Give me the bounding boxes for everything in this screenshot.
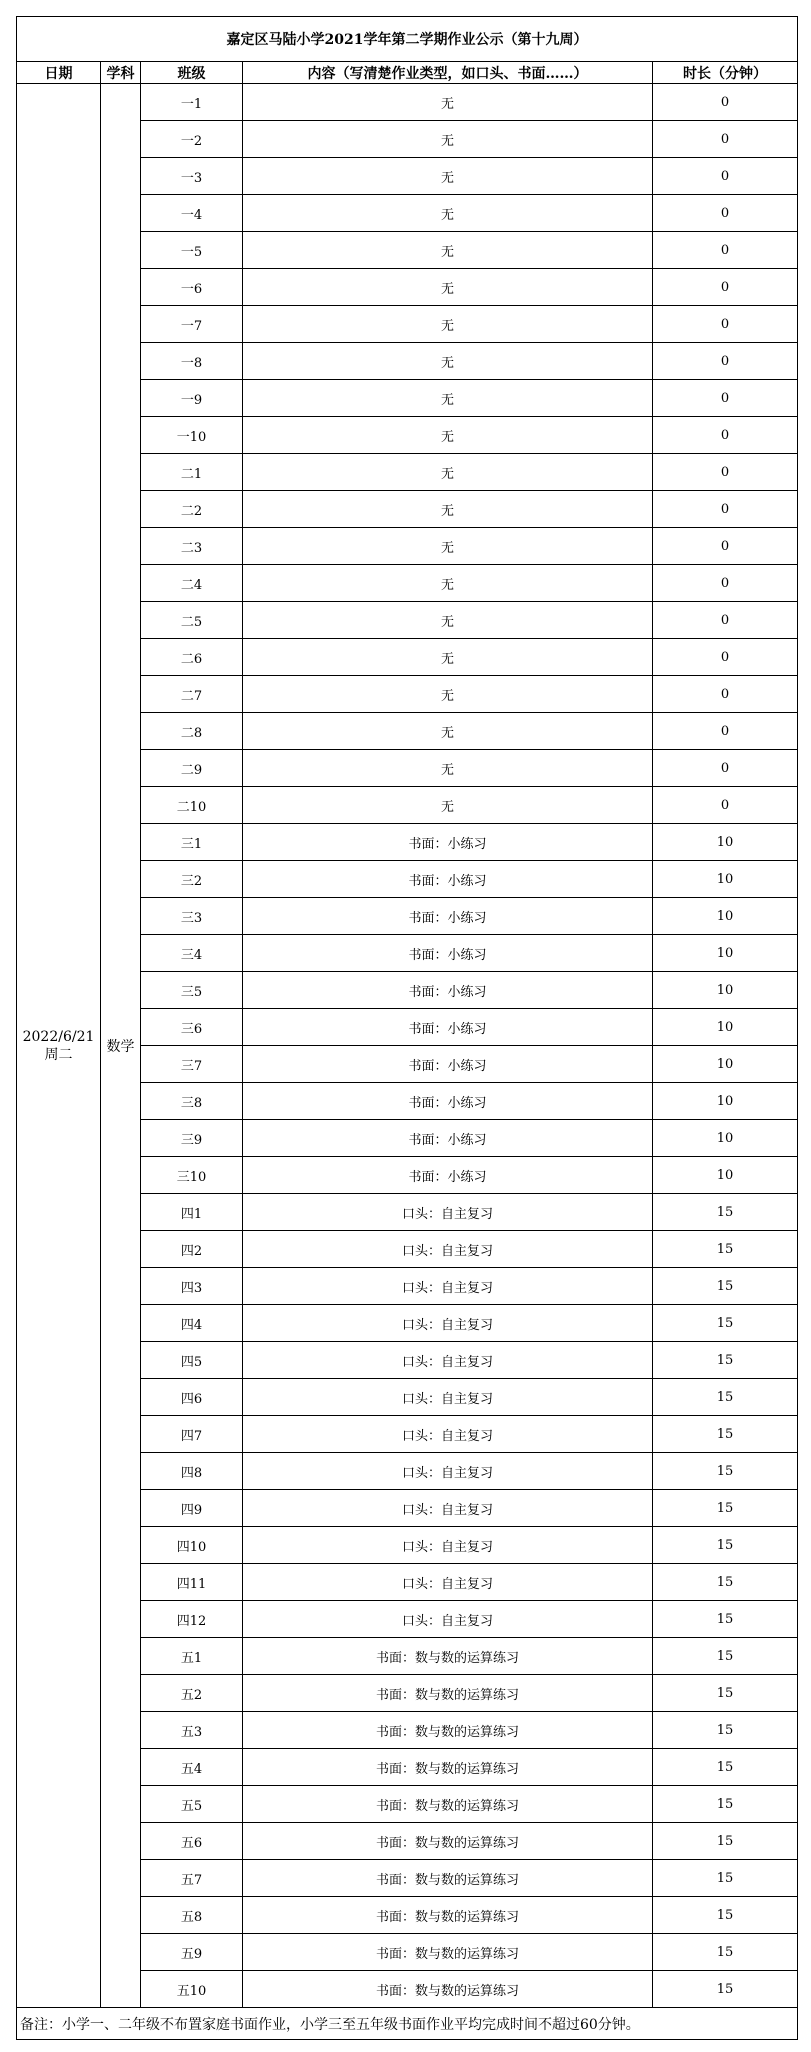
class-cell: 二1	[141, 454, 243, 491]
duration-cell: 10	[653, 824, 798, 861]
class-cell: 二9	[141, 750, 243, 787]
duration-cell: 15	[653, 1638, 798, 1675]
class-cell: 四8	[141, 1453, 243, 1490]
content-cell: 书面：小练习	[243, 1120, 653, 1157]
class-cell: 四7	[141, 1416, 243, 1453]
content-cell: 无	[243, 676, 653, 713]
content-cell: 无	[243, 232, 653, 269]
content-cell: 书面：小练习	[243, 935, 653, 972]
title-row	[17, 17, 798, 62]
class-cell: 二4	[141, 565, 243, 602]
class-cell: 五6	[141, 1823, 243, 1860]
class-cell: 一1	[141, 84, 243, 121]
class-cell: 五4	[141, 1749, 243, 1786]
duration-cell: 0	[653, 454, 798, 491]
class-cell: 四2	[141, 1231, 243, 1268]
content-cell: 无	[243, 787, 653, 824]
class-cell: 四10	[141, 1527, 243, 1564]
content-cell: 口头：自主复习	[243, 1453, 653, 1490]
content-cell: 口头：自主复习	[243, 1490, 653, 1527]
content-cell: 口头：自主复习	[243, 1527, 653, 1564]
class-cell: 五3	[141, 1712, 243, 1749]
content-cell: 书面：数与数的运算练习	[243, 1638, 653, 1675]
class-cell: 一2	[141, 121, 243, 158]
content-cell: 书面：数与数的运算练习	[243, 1786, 653, 1823]
duration-cell: 10	[653, 1046, 798, 1083]
content-cell: 书面：小练习	[243, 1009, 653, 1046]
class-cell: 一10	[141, 417, 243, 454]
content-cell: 无	[243, 343, 653, 380]
class-cell: 二6	[141, 639, 243, 676]
duration-cell: 0	[653, 343, 798, 380]
header-duration: 时长（分钟）	[653, 62, 798, 84]
class-cell: 五5	[141, 1786, 243, 1823]
class-cell: 三5	[141, 972, 243, 1009]
content-cell: 口头：自主复习	[243, 1601, 653, 1638]
duration-cell: 15	[653, 1786, 798, 1823]
content-cell: 书面：数与数的运算练习	[243, 1675, 653, 1712]
class-cell: 一4	[141, 195, 243, 232]
duration-cell: 0	[653, 787, 798, 824]
header-content: 内容（写清楚作业类型，如口头、书面……）	[243, 62, 653, 84]
duration-cell: 15	[653, 1490, 798, 1527]
content-cell: 口头：自主复习	[243, 1194, 653, 1231]
duration-cell: 15	[653, 1971, 798, 2008]
duration-cell: 0	[653, 232, 798, 269]
content-cell: 口头：自主复习	[243, 1379, 653, 1416]
class-cell: 三4	[141, 935, 243, 972]
class-cell: 一6	[141, 269, 243, 306]
content-cell: 无	[243, 565, 653, 602]
class-cell: 三6	[141, 1009, 243, 1046]
content-cell: 无	[243, 195, 653, 232]
content-cell: 无	[243, 602, 653, 639]
class-cell: 三7	[141, 1046, 243, 1083]
duration-cell: 10	[653, 861, 798, 898]
duration-cell: 0	[653, 639, 798, 676]
table-row	[17, 84, 798, 121]
class-cell: 二10	[141, 787, 243, 824]
duration-cell: 0	[653, 121, 798, 158]
class-cell: 四1	[141, 1194, 243, 1231]
duration-cell: 15	[653, 1453, 798, 1490]
content-cell: 书面：数与数的运算练习	[243, 1712, 653, 1749]
duration-cell: 15	[653, 1934, 798, 1971]
duration-cell: 15	[653, 1601, 798, 1638]
content-cell: 无	[243, 121, 653, 158]
class-cell: 二2	[141, 491, 243, 528]
class-cell: 五7	[141, 1860, 243, 1897]
duration-cell: 0	[653, 417, 798, 454]
duration-cell: 0	[653, 195, 798, 232]
content-cell: 口头：自主复习	[243, 1564, 653, 1601]
class-cell: 五10	[141, 1971, 243, 2008]
duration-cell: 15	[653, 1231, 798, 1268]
class-cell: 二8	[141, 713, 243, 750]
content-cell: 无	[243, 713, 653, 750]
class-cell: 五1	[141, 1638, 243, 1675]
class-cell: 五2	[141, 1675, 243, 1712]
date-cell	[17, 84, 101, 2008]
class-cell: 二3	[141, 528, 243, 565]
duration-cell: 10	[653, 1083, 798, 1120]
duration-cell: 15	[653, 1527, 798, 1564]
header-row	[17, 62, 798, 84]
duration-cell: 15	[653, 1379, 798, 1416]
duration-cell: 0	[653, 602, 798, 639]
class-cell: 一5	[141, 232, 243, 269]
class-cell: 二7	[141, 676, 243, 713]
class-cell: 四3	[141, 1268, 243, 1305]
duration-cell: 0	[653, 528, 798, 565]
content-cell: 口头：自主复习	[243, 1305, 653, 1342]
header-date: 日期	[17, 62, 101, 84]
class-cell: 一8	[141, 343, 243, 380]
duration-cell: 0	[653, 306, 798, 343]
class-cell: 三3	[141, 898, 243, 935]
content-cell: 无	[243, 454, 653, 491]
content-cell: 书面：数与数的运算练习	[243, 1860, 653, 1897]
duration-cell: 15	[653, 1342, 798, 1379]
content-cell: 口头：自主复习	[243, 1342, 653, 1379]
class-cell: 五8	[141, 1897, 243, 1934]
weekday-text: 周二	[44, 1046, 73, 1063]
content-cell: 书面：数与数的运算练习	[243, 1749, 653, 1786]
class-cell: 四12	[141, 1601, 243, 1638]
footnote: 备注：小学一、二年级不布置家庭书面作业，小学三至五年级书面作业平均完成时间不超过60分钟。	[17, 2008, 798, 2040]
header-subject: 学科	[101, 62, 141, 84]
content-cell: 无	[243, 491, 653, 528]
content-cell: 书面：数与数的运算练习	[243, 1823, 653, 1860]
duration-cell: 0	[653, 158, 798, 195]
content-cell: 无	[243, 158, 653, 195]
content-cell: 无	[243, 84, 653, 121]
subject-cell: 数学	[101, 84, 141, 2008]
content-cell: 无	[243, 417, 653, 454]
content-cell: 书面：数与数的运算练习	[243, 1897, 653, 1934]
class-cell: 三8	[141, 1083, 243, 1120]
content-cell: 书面：小练习	[243, 1157, 653, 1194]
content-cell: 无	[243, 528, 653, 565]
duration-cell: 15	[653, 1897, 798, 1934]
class-cell: 三2	[141, 861, 243, 898]
class-cell: 四5	[141, 1342, 243, 1379]
content-cell: 书面：小练习	[243, 861, 653, 898]
note-row	[17, 2008, 798, 2040]
duration-cell: 0	[653, 713, 798, 750]
homework-table	[16, 16, 798, 2040]
class-cell: 五9	[141, 1934, 243, 1971]
content-cell: 无	[243, 269, 653, 306]
duration-cell: 15	[653, 1416, 798, 1453]
table-title: 嘉定区马陆小学2021学年第二学期作业公示（第十九周）	[17, 17, 798, 62]
duration-cell: 10	[653, 1120, 798, 1157]
class-cell: 三10	[141, 1157, 243, 1194]
homework-table-sheet	[16, 16, 797, 2040]
content-cell: 口头：自主复习	[243, 1231, 653, 1268]
class-cell: 三1	[141, 824, 243, 861]
class-cell: 一7	[141, 306, 243, 343]
duration-cell: 10	[653, 972, 798, 1009]
duration-cell: 0	[653, 565, 798, 602]
duration-cell: 15	[653, 1860, 798, 1897]
duration-cell: 0	[653, 380, 798, 417]
class-cell: 四9	[141, 1490, 243, 1527]
content-cell: 书面：小练习	[243, 824, 653, 861]
content-cell: 书面：小练习	[243, 1083, 653, 1120]
content-cell: 书面：数与数的运算练习	[243, 1971, 653, 2008]
class-cell: 二5	[141, 602, 243, 639]
duration-cell: 15	[653, 1749, 798, 1786]
content-cell: 无	[243, 380, 653, 417]
content-cell: 书面：数与数的运算练习	[243, 1934, 653, 1971]
duration-cell: 10	[653, 898, 798, 935]
content-cell: 书面：小练习	[243, 972, 653, 1009]
content-cell: 口头：自主复习	[243, 1268, 653, 1305]
class-cell: 三9	[141, 1120, 243, 1157]
duration-cell: 15	[653, 1268, 798, 1305]
duration-cell: 10	[653, 1009, 798, 1046]
content-cell: 无	[243, 639, 653, 676]
content-cell: 无	[243, 306, 653, 343]
duration-cell: 10	[653, 1157, 798, 1194]
header-class: 班级	[141, 62, 243, 84]
duration-cell: 10	[653, 935, 798, 972]
duration-cell: 0	[653, 676, 798, 713]
duration-cell: 0	[653, 84, 798, 121]
date-text: 2022/6/21	[22, 1028, 95, 1045]
duration-cell: 0	[653, 269, 798, 306]
duration-cell: 15	[653, 1675, 798, 1712]
content-cell: 口头：自主复习	[243, 1416, 653, 1453]
content-cell: 无	[243, 750, 653, 787]
class-cell: 一9	[141, 380, 243, 417]
class-cell: 一3	[141, 158, 243, 195]
duration-cell: 15	[653, 1194, 798, 1231]
table-body	[17, 84, 798, 2008]
content-cell: 书面：小练习	[243, 898, 653, 935]
class-cell: 四6	[141, 1379, 243, 1416]
class-cell: 四11	[141, 1564, 243, 1601]
duration-cell: 15	[653, 1712, 798, 1749]
class-cell: 四4	[141, 1305, 243, 1342]
duration-cell: 0	[653, 491, 798, 528]
duration-cell: 0	[653, 750, 798, 787]
duration-cell: 15	[653, 1564, 798, 1601]
duration-cell: 15	[653, 1823, 798, 1860]
content-cell: 书面：小练习	[243, 1046, 653, 1083]
duration-cell: 15	[653, 1305, 798, 1342]
